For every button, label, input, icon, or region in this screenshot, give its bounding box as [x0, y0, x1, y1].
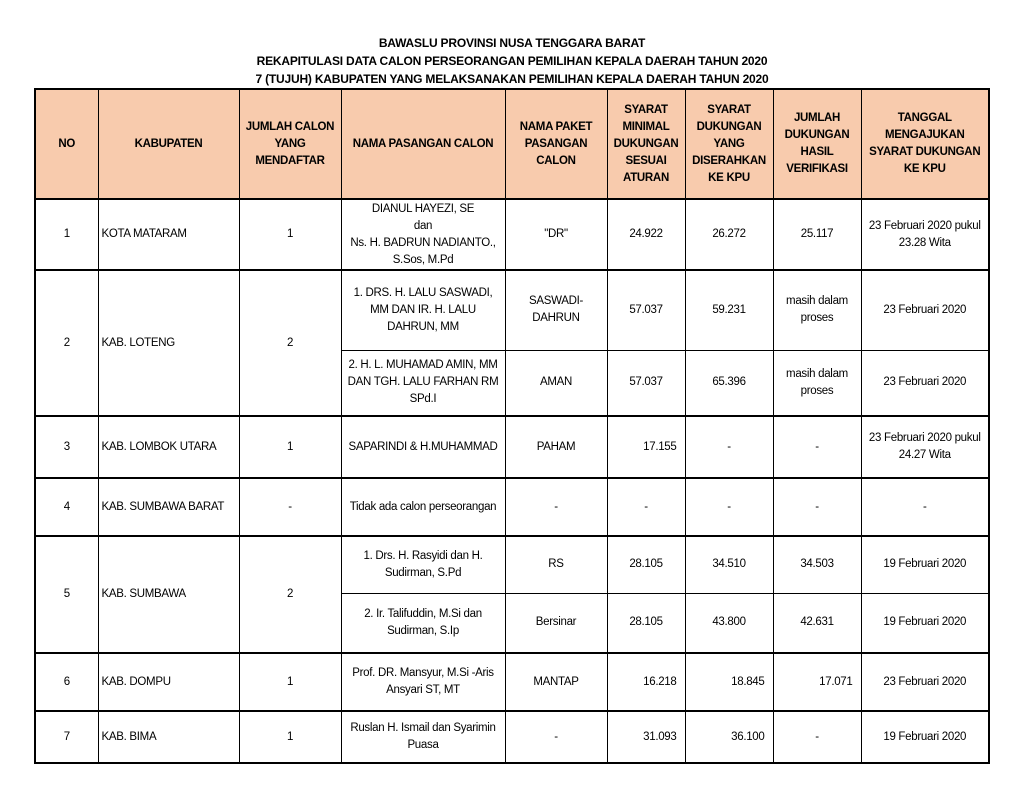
- cell-kabupaten: KAB. DOMPU: [98, 653, 239, 711]
- document-titles: [0, 34, 1024, 88]
- cell-paket: MANTAP: [505, 653, 607, 711]
- cell-no: 5: [35, 536, 98, 653]
- cell-verifikasi: 17.071: [773, 653, 861, 711]
- cell-tanggal: 19 Februari 2020: [861, 536, 989, 593]
- cell-kabupaten: KOTA MATARAM: [98, 199, 239, 270]
- cell-diserahkan: 18.845: [685, 653, 773, 711]
- cell-tanggal: 19 Februari 2020: [861, 711, 989, 763]
- cell-diserahkan: 43.800: [685, 593, 773, 653]
- cell-tanggal: 23 Februari 2020: [861, 653, 989, 711]
- cell-minimal: 28.105: [607, 593, 685, 653]
- cell-minimal: 16.218: [607, 653, 685, 711]
- table-row: [35, 416, 989, 478]
- cell-no: 3: [35, 416, 98, 478]
- cell-diserahkan: -: [685, 416, 773, 478]
- candidate-2: Ns. H. BADRUN NADIANTO., S.Sos, M.Pd: [350, 236, 496, 266]
- cell-kabupaten: KAB. SUMBAWA: [98, 536, 239, 653]
- cell-tanggal: 19 Februari 2020: [861, 593, 989, 653]
- cell-jumlah: 2: [239, 536, 341, 653]
- cell-jumlah: 1: [239, 416, 341, 478]
- header-jumlah-verifikasi: JUMLAH DUKUNGAN HASIL VERIFIKASI: [773, 89, 861, 199]
- cell-nama-pasangan: 2. Ir. Talifuddin, M.Si dan Sudirman, S.Ip: [341, 593, 505, 653]
- header-syarat-minimal: SYARAT MINIMAL DUKUNGAN SESUAI ATURAN: [607, 89, 685, 199]
- cell-diserahkan: 26.272: [685, 199, 773, 270]
- table-row: [35, 270, 989, 350]
- header-row: [35, 89, 989, 199]
- cell-diserahkan: 34.510: [685, 536, 773, 593]
- cell-verifikasi: masih dalam proses: [773, 270, 861, 350]
- header-kabupaten: KABUPATEN: [98, 89, 239, 199]
- cell-paket: SASWADI-DAHRUN: [505, 270, 607, 350]
- cell-jumlah: 1: [239, 711, 341, 763]
- cell-paket: -: [505, 478, 607, 536]
- header-tanggal: TANGGAL MENGAJUKAN SYARAT DUKUNGAN KE KPU: [861, 89, 989, 199]
- recap-table: [34, 88, 990, 764]
- title-line-3: 7 (TUJUH) KABUPATEN YANG MELAKSANAKAN PEMILIHAN KEPALA DAERAH TAHUN 2020: [255, 72, 769, 86]
- table-row: [35, 536, 989, 593]
- cell-jumlah: 1: [239, 199, 341, 270]
- cell-verifikasi: -: [773, 711, 861, 763]
- cell-tanggal: 23 Februari 2020: [861, 350, 989, 416]
- cell-minimal: 57.037: [607, 270, 685, 350]
- cell-minimal: 24.922: [607, 199, 685, 270]
- cell-paket: Bersinar: [505, 593, 607, 653]
- cell-minimal: 28.105: [607, 536, 685, 593]
- header-nama-paket: NAMA PAKET PASANGAN CALON: [505, 89, 607, 199]
- cell-tanggal: 23 Februari 2020 pukul 24.27 Wita: [861, 416, 989, 478]
- cell-verifikasi: -: [773, 416, 861, 478]
- table-row: [35, 199, 989, 270]
- cell-tanggal: 23 Februari 2020 pukul 23.28 Wita: [861, 199, 989, 270]
- cell-kabupaten: KAB. SUMBAWA BARAT: [98, 478, 239, 536]
- cell-nama-pasangan: SAPARINDI & H.MUHAMMAD: [341, 416, 505, 478]
- candidate-1: DIANUL HAYEZI, SE: [371, 202, 475, 215]
- cell-verifikasi: masih dalam proses: [773, 350, 861, 416]
- cell-tanggal: 23 Februari 2020: [861, 270, 989, 350]
- cell-jumlah: 2: [239, 270, 341, 416]
- cell-nama-pasangan: 1. DRS. H. LALU SASWADI, MM DAN IR. H. LALU DAHRUN, MM: [341, 270, 505, 350]
- cell-diserahkan: 36.100: [685, 711, 773, 763]
- cell-verifikasi: 25.117: [773, 199, 861, 270]
- cell-kabupaten: KAB. BIMA: [98, 711, 239, 763]
- cell-paket: RS: [505, 536, 607, 593]
- cell-paket: "DR": [505, 199, 607, 270]
- cell-nama-pasangan: 1. Drs. H. Rasyidi dan H. Sudirman, S.Pd: [341, 536, 505, 593]
- table-row: [35, 478, 989, 536]
- header-nama-pasangan: NAMA PASANGAN CALON: [341, 89, 505, 199]
- cell-no: 7: [35, 711, 98, 763]
- header-jumlah-calon: JUMLAH CALON YANG MENDAFTAR: [239, 89, 341, 199]
- cell-diserahkan: 65.396: [685, 350, 773, 416]
- header-syarat-diserahkan: SYARAT DUKUNGAN YANG DISERAHKAN KE KPU: [685, 89, 773, 199]
- cell-tanggal: -: [861, 478, 989, 536]
- table-row: [35, 711, 989, 763]
- cell-nama-pasangan: 2. H. L. MUHAMAD AMIN, MM DAN TGH. LALU FARHAN RM SPd.I: [341, 350, 505, 416]
- cell-paket: AMAN: [505, 350, 607, 416]
- cell-no: 2: [35, 270, 98, 416]
- cell-verifikasi: 42.631: [773, 593, 861, 653]
- title-line-1: BAWASLU PROVINSI NUSA TENGGARA BARAT: [378, 36, 646, 50]
- cell-diserahkan: 59.231: [685, 270, 773, 350]
- cell-no: 4: [35, 478, 98, 536]
- cell-nama-pasangan: Prof. DR. Mansyur, M.Si -Aris Ansyari ST, MT: [341, 653, 505, 711]
- cell-jumlah: 1: [239, 653, 341, 711]
- cell-jumlah: -: [239, 478, 341, 536]
- cell-diserahkan: -: [685, 478, 773, 536]
- cell-paket: PAHAM: [505, 416, 607, 478]
- cell-nama-pasangan: Ruslan H. Ismail dan Syarimin Puasa: [341, 711, 505, 763]
- cell-minimal: 57.037: [607, 350, 685, 416]
- cell-nama-pasangan: [341, 199, 505, 270]
- cell-nama-pasangan: Tidak ada calon perseorangan: [341, 478, 505, 536]
- cell-paket: -: [505, 711, 607, 763]
- cell-verifikasi: -: [773, 478, 861, 536]
- cell-minimal: -: [607, 478, 685, 536]
- cell-minimal: 31.093: [607, 711, 685, 763]
- table-row: [35, 653, 989, 711]
- cell-no: 6: [35, 653, 98, 711]
- cell-kabupaten: KAB. LOTENG: [98, 270, 239, 416]
- title-line-2: REKAPITULASI DATA CALON PERSEORANGAN PEMILIHAN KEPALA DAERAH TAHUN 2020: [256, 54, 768, 68]
- cell-minimal: 17.155: [607, 416, 685, 478]
- cell-verifikasi: 34.503: [773, 536, 861, 593]
- conjunction: dan: [413, 219, 433, 232]
- cell-no: 1: [35, 199, 98, 270]
- cell-kabupaten: KAB. LOMBOK UTARA: [98, 416, 239, 478]
- header-no: NO: [35, 89, 98, 199]
